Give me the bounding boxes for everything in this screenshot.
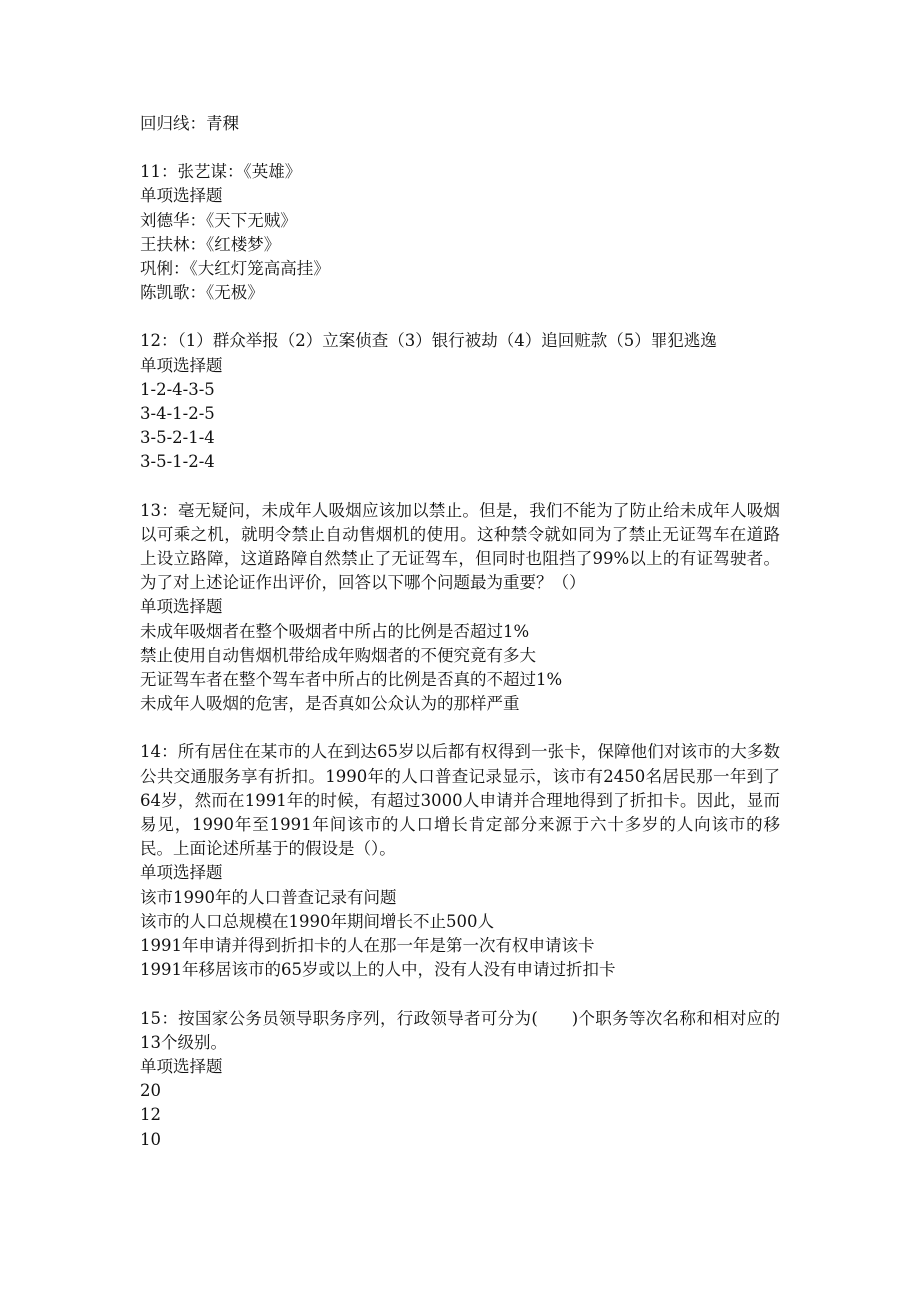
option-b: 该市的人口总规模在1990年期间增长不止500人 [140, 911, 494, 931]
option-c: 3-5-2-1-4 [140, 428, 215, 448]
option-d: 3-5-1-2-4 [140, 452, 215, 472]
question-type: 单项选择题 [140, 597, 223, 617]
spacer [140, 475, 790, 499]
option-a: 该市1990年的人口普查记录有问题 [140, 887, 397, 907]
option-c: 1991年申请并得到折扣卡的人在那一年是第一次有权申请该卡 [140, 936, 595, 956]
option-b: 王扶林：《红楼梦》 [140, 234, 281, 254]
option-d: 未成年人吸烟的危害，是否真如公众认为的那样严重 [140, 694, 520, 714]
option-d: 陈凯歌：《无极》 [140, 283, 264, 303]
option-c: 10 [140, 1129, 161, 1149]
question-14 [140, 740, 790, 982]
question-stem: 15：按国家公务员领导职务序列，行政领导者可分为( )个职务等次名称和相对应的13个级别。 [140, 1008, 780, 1052]
question-stem: 12：（1）群众举报（2）立案侦查（3）银行被劫（4）追回赃款（5）罪犯逃逸 [140, 331, 717, 351]
question-12 [140, 329, 790, 474]
question-type: 单项选择题 [140, 1056, 223, 1076]
document-page [140, 112, 790, 1152]
question-11 [140, 160, 790, 305]
question-13 [140, 499, 790, 717]
option-c: 巩俐：《大红灯笼高高挂》 [140, 259, 330, 279]
option-a: 未成年吸烟者在整个吸烟者中所占的比例是否超过1% [140, 621, 530, 641]
question-type: 单项选择题 [140, 355, 223, 375]
question-type: 单项选择题 [140, 863, 223, 883]
option-d: 1991年移居该市的65岁或以上的人中，没有人没有申请过折扣卡 [140, 960, 616, 980]
intro-line: 回归线：青稞 [140, 114, 239, 133]
question-stem: 11：张艺谋：《英雄》 [140, 162, 302, 182]
option-b: 12 [140, 1105, 161, 1125]
spacer [140, 983, 790, 1007]
spacer [140, 716, 790, 740]
spacer [140, 305, 790, 329]
spacer [140, 136, 790, 160]
question-stem: 13：毫无疑问，未成年人吸烟应该加以禁止。但是，我们不能为了防止给未成年人吸烟以可乘之机，就明令禁止自动售烟机的使用。这种禁令就如同为了禁止无证驾车在道路上设立路障，这道路障自然禁止了无证驾车，但同时也阻挡了99%以上的有证驾驶者。为了对上述论证作出评价，回答以下哪个问题最为重要？（） [140, 500, 780, 593]
question-type: 单项选择题 [140, 186, 223, 206]
question-15 [140, 1007, 790, 1152]
option-c: 无证驾车者在整个驾车者中所占的比例是否真的不超过1% [140, 670, 563, 690]
question-stem: 14：所有居住在某市的人在到达65岁以后都有权得到一张卡，保障他们对该市的大多数公共交通服务享有折扣。1990年的人口普查记录显示，该市有2450名居民那一年到了64岁，然而在1991年的时候，有超过3000人申请并合理地得到了折扣卡。因此，显而易见，1990年至1991年间该市的人口增长肯定部分来源于六十多岁的人向该市的移民。上面论述所基于的假设是（）。 [140, 742, 780, 859]
option-a: 20 [140, 1081, 161, 1101]
option-b: 禁止使用自动售烟机带给成年购烟者的不便究竟有多大 [140, 645, 536, 665]
option-b: 3-4-1-2-5 [140, 404, 215, 424]
option-a: 1-2-4-3-5 [140, 379, 215, 399]
option-a: 刘德华：《天下无贼》 [140, 210, 297, 230]
